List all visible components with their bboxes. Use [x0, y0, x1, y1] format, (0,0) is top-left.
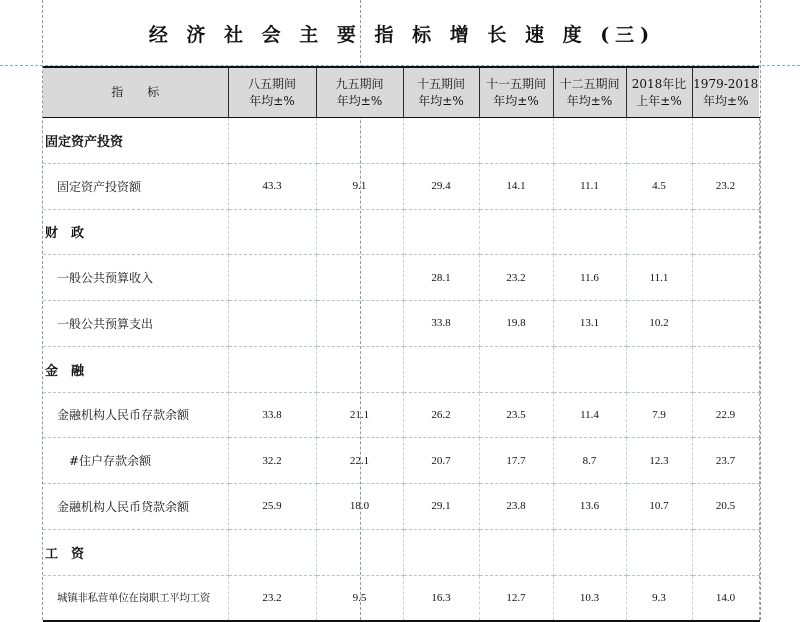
value-cell: 20.7 [403, 438, 479, 484]
value-cell: 4.5 [626, 163, 692, 209]
value-cell [479, 209, 553, 255]
value-cell [626, 209, 692, 255]
indicator-label: 金融机构人民币贷款余额 [43, 484, 228, 530]
value-cell: 12.3 [626, 438, 692, 484]
value-cell [403, 346, 479, 392]
value-cell [316, 255, 403, 301]
value-cell: 22.9 [692, 392, 759, 438]
table-row [43, 438, 759, 484]
value-cell: 14.0 [692, 575, 759, 621]
value-cell [692, 301, 759, 347]
value-cell [403, 529, 479, 575]
indicator-table [43, 66, 760, 622]
value-cell: 19.8 [479, 301, 553, 347]
column-header: 九五期间 年均±% [316, 67, 403, 118]
column-header: 2018年比 上年±% [626, 67, 692, 118]
column-header: 十五期间 年均±% [403, 67, 479, 118]
value-cell: 23.2 [692, 163, 759, 209]
section-row [43, 118, 759, 164]
value-cell [403, 118, 479, 164]
table-row [43, 575, 759, 621]
value-cell [692, 209, 759, 255]
value-cell [626, 346, 692, 392]
table-body [43, 118, 759, 622]
value-cell: 11.6 [553, 255, 626, 301]
section-label: 金 融 [43, 346, 228, 392]
value-cell [316, 529, 403, 575]
value-cell [626, 118, 692, 164]
value-cell [692, 529, 759, 575]
value-cell: 33.8 [228, 392, 316, 438]
value-cell: 7.9 [626, 392, 692, 438]
section-row [43, 209, 759, 255]
value-cell: 26.2 [403, 392, 479, 438]
value-cell: 29.4 [403, 163, 479, 209]
value-cell [553, 118, 626, 164]
value-cell [403, 209, 479, 255]
value-cell [692, 255, 759, 301]
table-row [43, 255, 759, 301]
page-break-line [760, 0, 761, 620]
value-cell [316, 301, 403, 347]
value-cell: 25.9 [228, 484, 316, 530]
value-cell: 13.6 [553, 484, 626, 530]
value-cell: 10.3 [553, 575, 626, 621]
value-cell: 17.7 [479, 438, 553, 484]
value-cell: 9.3 [626, 575, 692, 621]
value-cell [553, 209, 626, 255]
section-row [43, 346, 759, 392]
value-cell [626, 529, 692, 575]
value-cell: 11.4 [553, 392, 626, 438]
value-cell: 21.1 [316, 392, 403, 438]
indicator-label: 城镇非私营单位在岗职工平均工资 [43, 575, 228, 621]
value-cell: 29.1 [403, 484, 479, 530]
section-label: 财 政 [43, 209, 228, 255]
column-header: 十一五期间 年均±% [479, 67, 553, 118]
column-header: 1979-2018 年均±% [692, 67, 759, 118]
value-cell: 23.2 [228, 575, 316, 621]
value-cell: 43.3 [228, 163, 316, 209]
value-cell: 11.1 [626, 255, 692, 301]
value-cell: 23.2 [479, 255, 553, 301]
indicator-label: 固定资产投资额 [43, 163, 228, 209]
value-cell [692, 346, 759, 392]
value-cell: 16.3 [403, 575, 479, 621]
table-row [43, 392, 759, 438]
value-cell: 20.5 [692, 484, 759, 530]
table-row [43, 163, 759, 209]
value-cell: 10.7 [626, 484, 692, 530]
value-cell: 9.1 [316, 163, 403, 209]
page-title: 经 济 社 会 主 要 指 标 增 长 速 度 (三) [148, 24, 656, 46]
value-cell [228, 118, 316, 164]
value-cell: 23.7 [692, 438, 759, 484]
value-cell [479, 529, 553, 575]
table-header-row [43, 67, 759, 118]
value-cell: 13.1 [553, 301, 626, 347]
value-cell: 10.2 [626, 301, 692, 347]
section-label: 工 资 [43, 529, 228, 575]
value-cell: 8.7 [553, 438, 626, 484]
section-label: 固定资产投资 [43, 118, 228, 164]
value-cell [316, 118, 403, 164]
section-row [43, 529, 759, 575]
column-header: 指 标 [43, 67, 228, 118]
value-cell [228, 301, 316, 347]
value-cell [553, 529, 626, 575]
value-cell [228, 529, 316, 575]
value-cell: 12.7 [479, 575, 553, 621]
value-cell [228, 346, 316, 392]
column-header: 八五期间 年均±% [228, 67, 316, 118]
value-cell: 11.1 [553, 163, 626, 209]
value-cell [316, 346, 403, 392]
value-cell [553, 346, 626, 392]
value-cell [479, 118, 553, 164]
table-row [43, 301, 759, 347]
value-cell [316, 209, 403, 255]
value-cell: 9.5 [316, 575, 403, 621]
value-cell: 18.0 [316, 484, 403, 530]
indicator-label: 金融机构人民币存款余额 [43, 392, 228, 438]
indicator-label: #住户存款余额 [43, 438, 228, 484]
indicator-label: 一般公共预算支出 [43, 301, 228, 347]
value-cell: 14.1 [479, 163, 553, 209]
value-cell [479, 346, 553, 392]
column-header: 十二五期间 年均±% [553, 67, 626, 118]
value-cell: 32.2 [228, 438, 316, 484]
table-row [43, 484, 759, 530]
value-cell [228, 255, 316, 301]
value-cell [692, 118, 759, 164]
value-cell: 33.8 [403, 301, 479, 347]
value-cell: 23.8 [479, 484, 553, 530]
value-cell: 23.5 [479, 392, 553, 438]
value-cell: 22.1 [316, 438, 403, 484]
value-cell: 28.1 [403, 255, 479, 301]
value-cell [228, 209, 316, 255]
indicator-label: 一般公共预算收入 [43, 255, 228, 301]
